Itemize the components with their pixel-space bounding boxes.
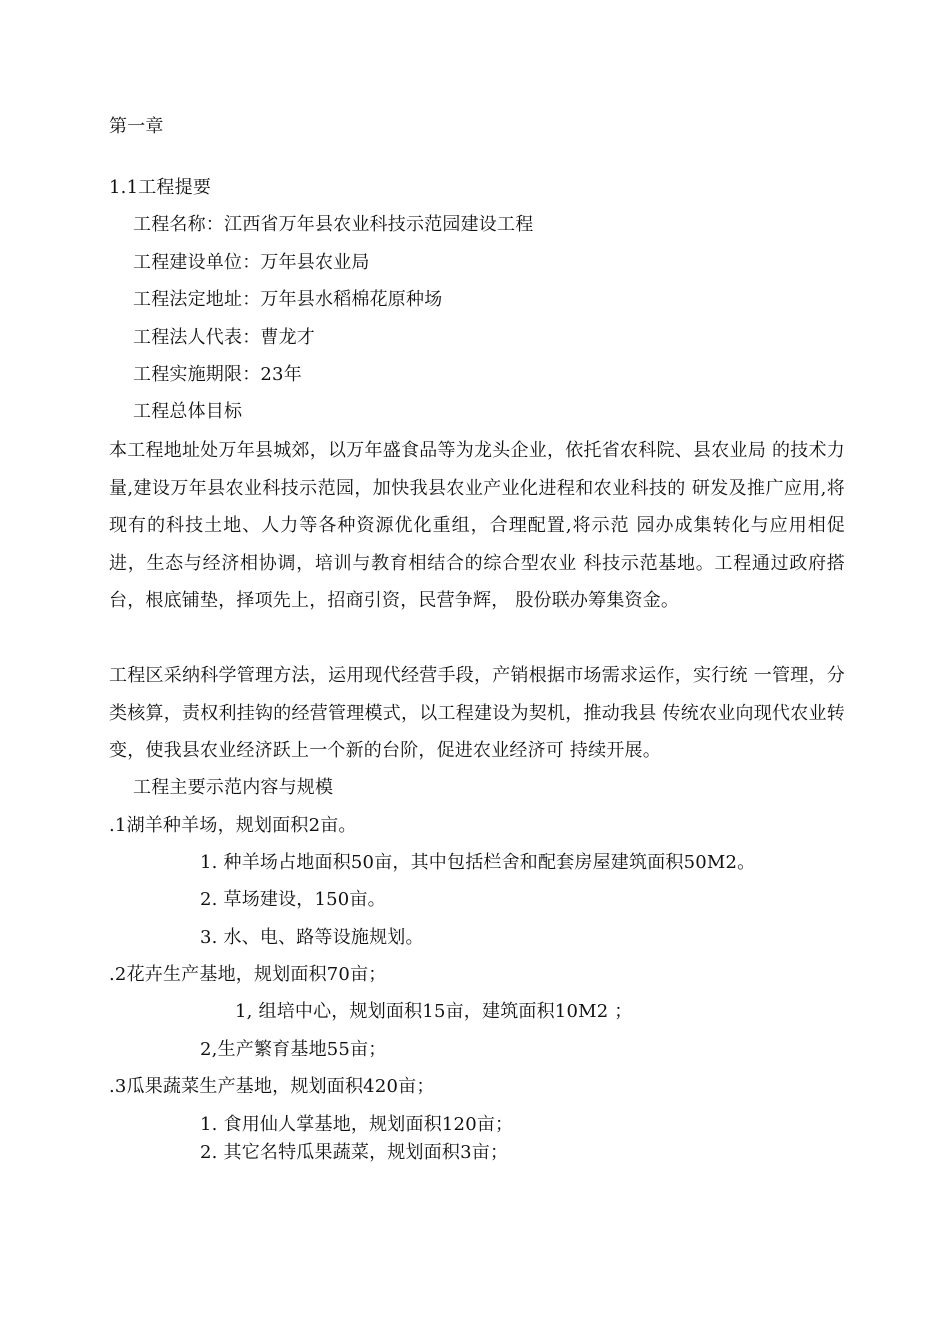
list-item: 1, 组培中心，规划面积15亩，建筑面积10M2 ； — [235, 1001, 633, 1022]
list-item: 1. 食用仙人掌基地，规划面积120亩； — [200, 1114, 514, 1135]
project-owner: 工程建设单位：万年县农业局 — [133, 252, 370, 273]
list-item: 2. 其它名特瓜果蔬菜，规划面积3亩； — [200, 1142, 509, 1163]
list-item: .3瓜果蔬菜生产基地，规划面积420亩； — [109, 1076, 435, 1097]
list-item: 2. 草场建设，150亩。 — [200, 889, 386, 910]
project-address: 工程法定地址：万年县水稻棉花原种场 — [133, 289, 443, 310]
project-representative: 工程法人代表：曹龙才 — [133, 327, 315, 348]
project-duration: 工程实施期限：23年 — [133, 364, 302, 385]
management-paragraph: 工程区采纳科学管理方法，运用现代经营手段，产销根据市场需求运作，实行统 一管理，分类核算，责权利挂钩的经营管理模式，以工程建设为契机，推动我县 传统农业向现代农业转变，使我县农业经济跃上一个新的台阶，促进农业经济可 持续开展。 — [109, 665, 845, 761]
project-goal-heading: 工程总体目标 — [133, 401, 243, 422]
list-item: .2花卉生产基地，规划面积70亩； — [109, 964, 387, 985]
list-item: 1. 种羊场占地面积50亩，其中包括栏舍和配套房屋建筑面积50M2。 — [200, 852, 756, 873]
chapter-heading: 第一章 — [109, 116, 164, 137]
project-name: 工程名称：江西省万年县农业科技示范园建设工程 — [133, 214, 534, 235]
list-item: 2,生产繁育基地55亩； — [200, 1039, 387, 1060]
goal-paragraph: 本工程地址处万年县城郊，以万年盛食品等为龙头企业，依托省农科院、县农业局 的技术力量,建设万年县农业科技示范园，加快我县农业产业化进程和农业科技的 研发及推广应用,将现有的科技土地、人力等各种资源优化重组，合理配置,将示范 园办成集转化与应用相促进，生态与经济相协调，培训与教育相结合的综合型农业 科技示范基地。工程通过政府搭台，根底铺垫，择项先上，招商引资，民营争辉， 股份联办筹集资金。 — [109, 440, 845, 611]
content-heading: 工程主要示范内容与规模 — [133, 777, 334, 798]
section-heading: 1.1工程提要 — [109, 177, 212, 198]
list-item: 3. 水、电、路等设施规划。 — [200, 927, 424, 948]
list-item: .1湖羊种羊场，规划面积2亩。 — [109, 815, 357, 836]
